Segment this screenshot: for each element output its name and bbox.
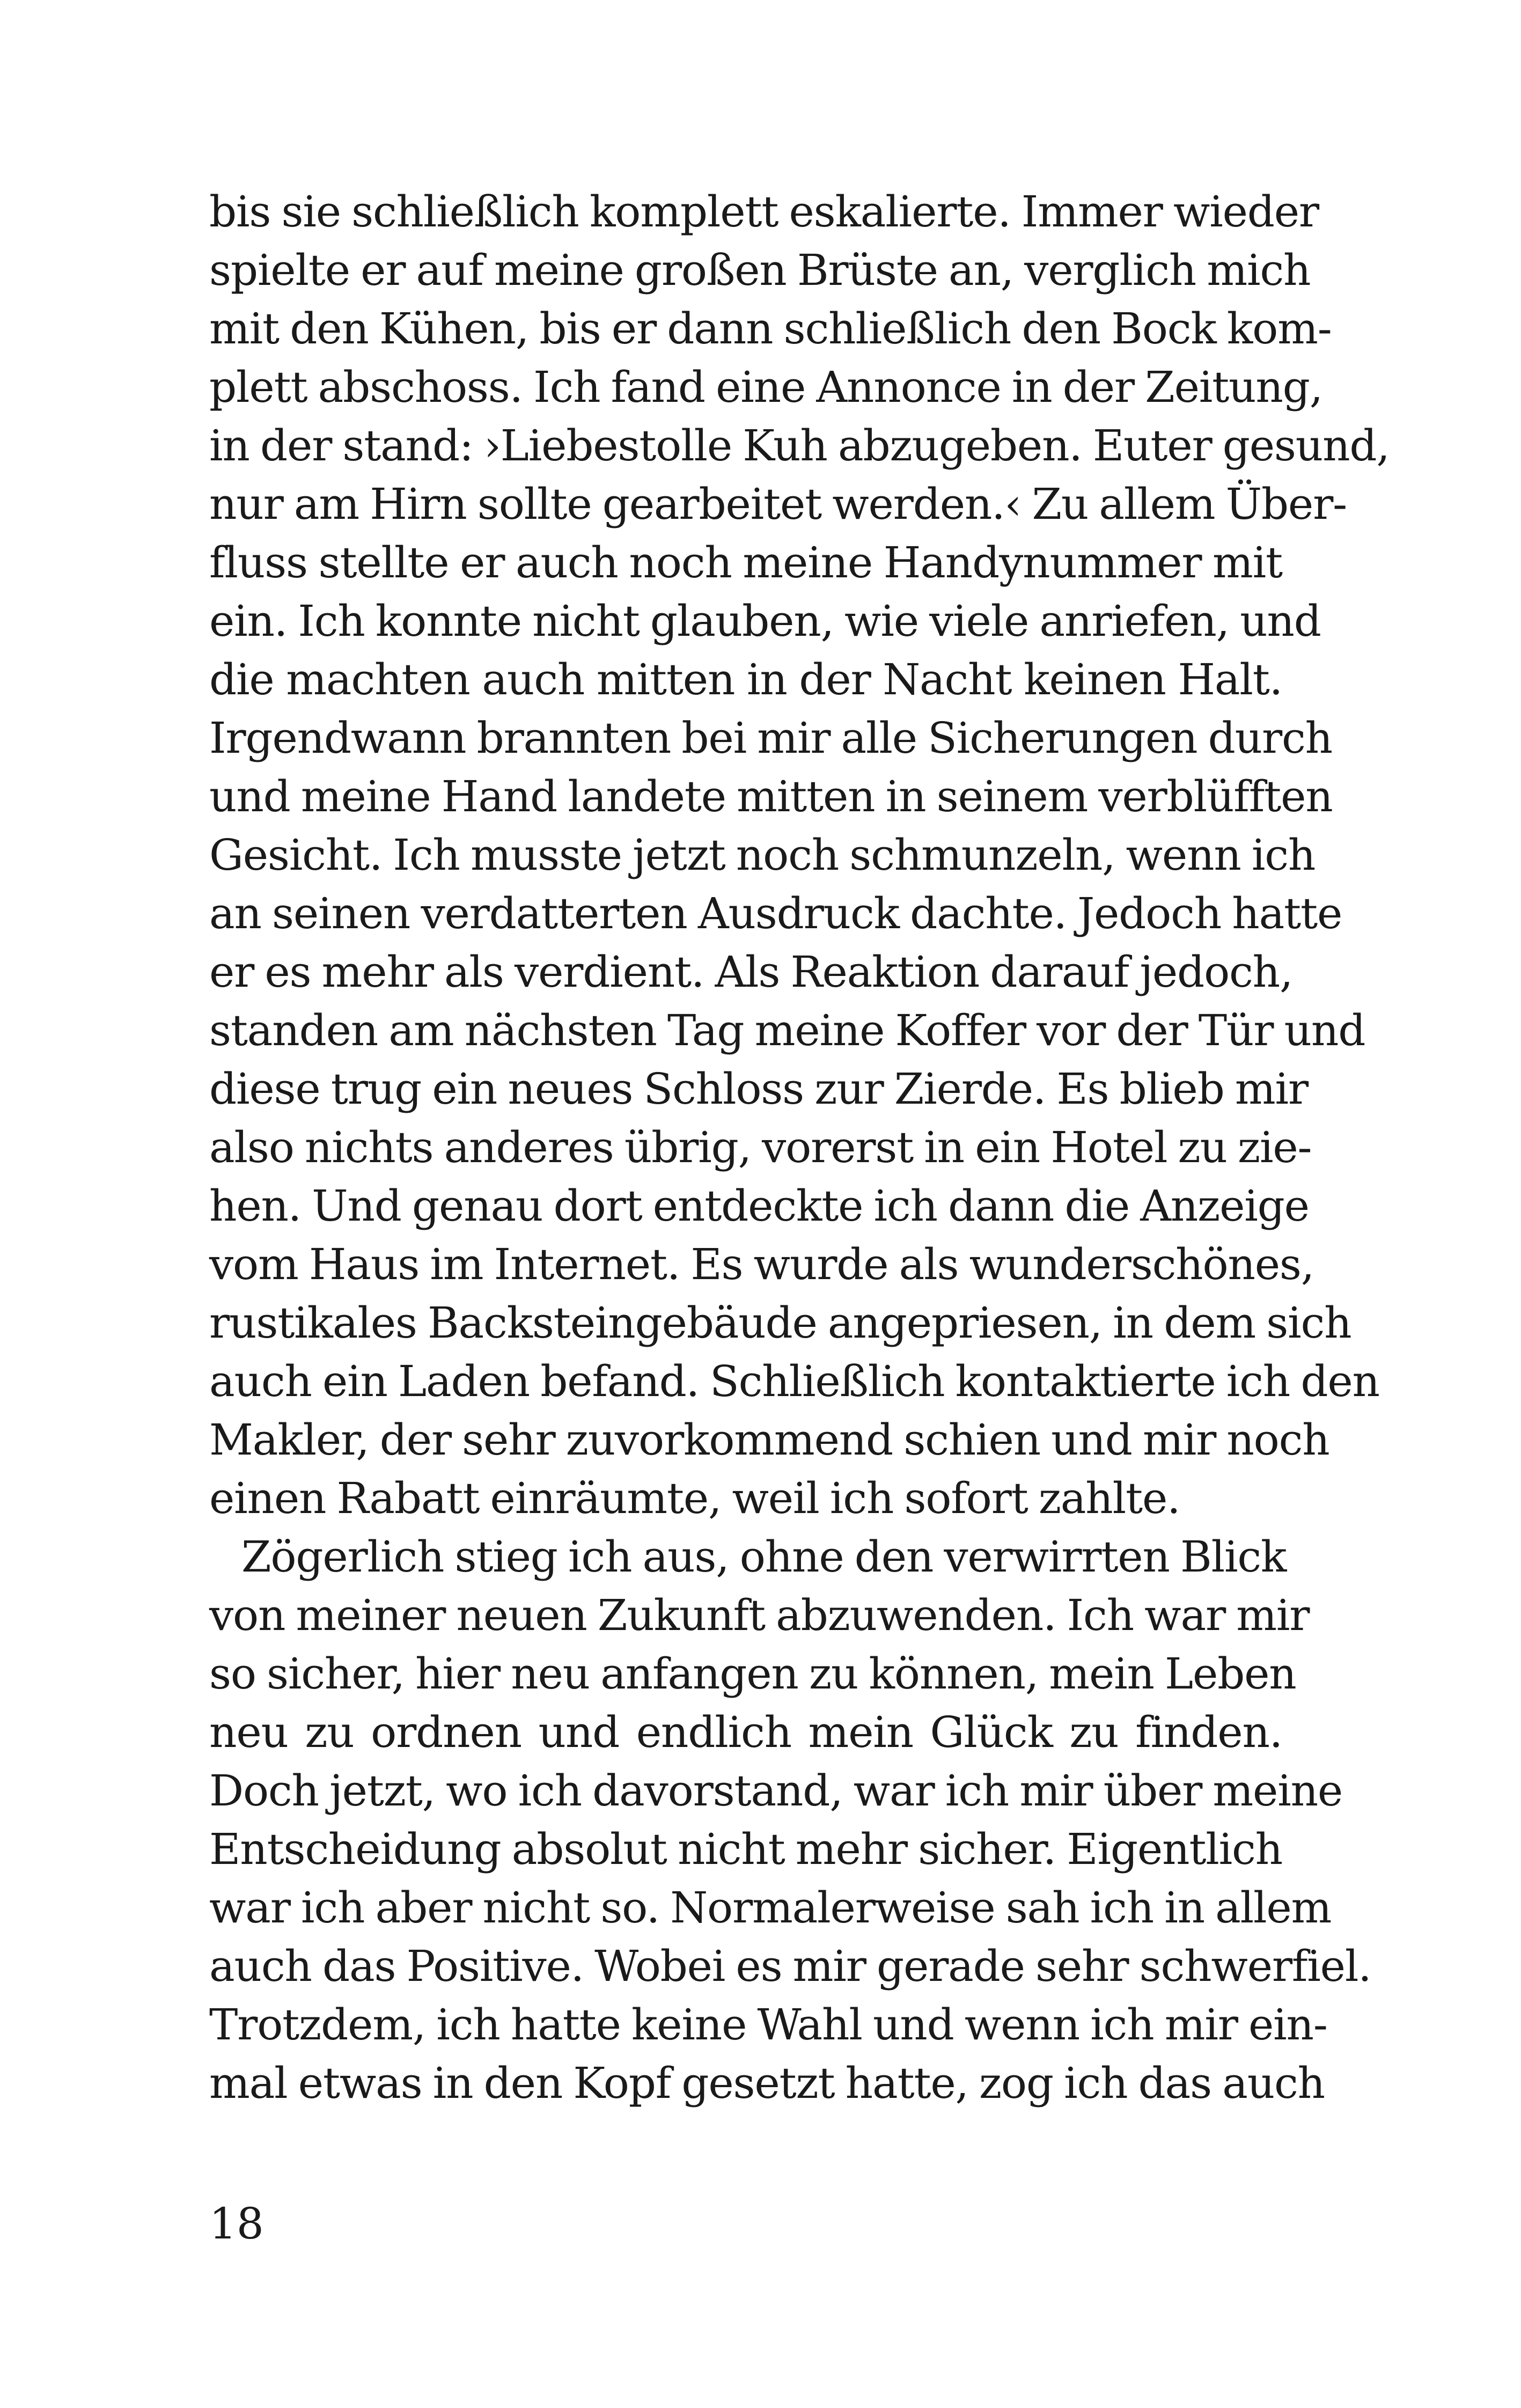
- text-line: und meine Hand landete mitten in seinem verblüfften: [209, 772, 1333, 821]
- text-line: Irgendwann brannten bei mir alle Sicherungen durch: [209, 713, 1332, 763]
- text-line: er es mehr als verdient. Als Reaktion darauf jedoch,: [209, 947, 1293, 997]
- text-line: standen am nächsten Tag meine Koffer vor der Tür und: [209, 1005, 1365, 1055]
- text-line: mit den Kühen, bis er dann schließlich den Bock kom-: [209, 304, 1332, 354]
- text-line: also nichts anderes übrig, vorerst in ein Hotel zu zie-: [209, 1122, 1312, 1172]
- text-line: fluss stellte er auch noch meine Handynummer mit: [209, 538, 1282, 588]
- text-line: Zögerlich stieg ich aus, ohne den verwirrten Blick: [241, 1532, 1287, 1582]
- page-number: 18: [209, 2199, 264, 2249]
- text-line: rustikales Backsteingebäude angepriesen, in dem sich: [209, 1298, 1351, 1348]
- text-line: Gesicht. Ich musste jetzt noch schmunzeln, wenn ich: [209, 830, 1316, 880]
- text-line: in der stand: ›Liebestolle Kuh abzugeben. Euter gesund,: [209, 421, 1390, 471]
- text-line: ein. Ich konnte nicht glauben, wie viele anriefen, und: [209, 596, 1321, 646]
- text-line: die machten auch mitten in der Nacht keinen Halt.: [209, 655, 1282, 704]
- text-line: von meiner neuen Zukunft abzuwenden. Ich war mir: [209, 1590, 1310, 1640]
- text-line: spielte er auf meine großen Brüste an, verglich mich: [209, 245, 1311, 295]
- text-line: einen Rabatt einräumte, weil ich sofort zahlte.: [209, 1473, 1180, 1523]
- text-line: hen. Und genau dort entdeckte ich dann die Anzeige: [209, 1181, 1309, 1231]
- text-line: auch das Positive. Wobei es mir gerade sehr schwerfiel.: [209, 1941, 1371, 1991]
- text-line: bis sie schließlich komplett eskalierte. Immer wieder: [209, 187, 1319, 237]
- text-line: an seinen verdatterten Ausdruck dachte. Jedoch hatte: [209, 889, 1342, 938]
- text-line: war ich aber nicht so. Normalerweise sah ich in allem: [209, 1883, 1332, 1933]
- text-line: so sicher, hier neu anfangen zu können, mein Leben: [209, 1649, 1296, 1699]
- text-line: plett abschoss. Ich fand eine Annonce in der Zeitung,: [209, 362, 1322, 412]
- text-line: nur am Hirn sollte gearbeitet werden.‹ Zu allem Über-: [209, 479, 1347, 529]
- text-line: Doch jetzt, wo ich davorstand, war ich mir über meine: [209, 1766, 1343, 1816]
- text-line: auch ein Laden befand. Schließlich kontaktierte ich den: [209, 1356, 1379, 1406]
- text-line: Entscheidung absolut nicht mehr sicher. Eigentlich: [209, 1824, 1282, 1874]
- text-line: vom Haus im Internet. Es wurde als wunderschönes,: [209, 1239, 1314, 1289]
- text-line: Makler, der sehr zuvorkommend schien und mir noch: [209, 1415, 1329, 1465]
- text-line: Trotzdem, ich hatte keine Wahl und wenn ich mir ein-: [209, 2000, 1327, 2050]
- text-line: neu zu ordnen und endlich mein Glück zu finden.: [209, 1707, 1282, 1757]
- paragraph-2: [209, 1528, 1371, 2112]
- text-line: mal etwas in den Kopf gesetzt hatte, zog ich das auch: [209, 2058, 1325, 2108]
- body-text: [209, 182, 1390, 2112]
- paragraph-1: [209, 182, 1390, 1528]
- text-line: diese trug ein neues Schloss zur Zierde. Es blieb mir: [209, 1064, 1308, 1114]
